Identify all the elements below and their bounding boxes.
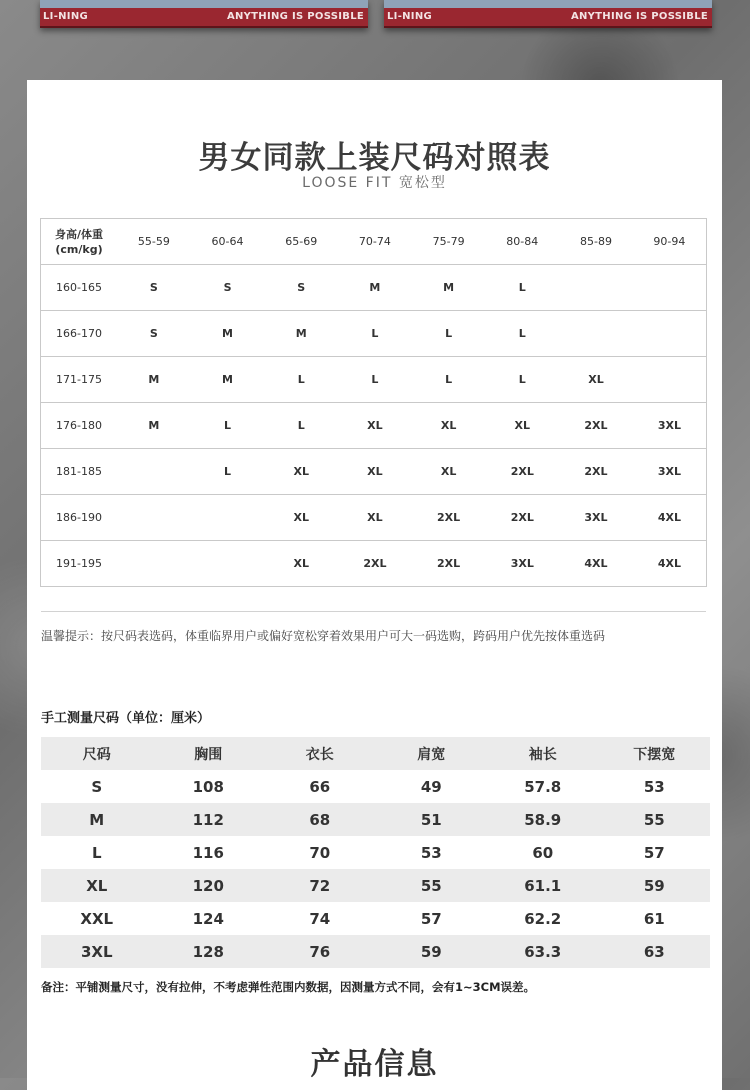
size-cell: XL — [338, 495, 412, 541]
product-image-edge — [40, 0, 368, 8]
height-range-cell: 176-180 — [41, 403, 118, 449]
size-cell: 3XL — [633, 403, 707, 449]
size-cell: 3XL — [559, 495, 633, 541]
size-cell: S — [264, 265, 338, 311]
product-image-banner-left[interactable] — [40, 0, 368, 28]
measurement-cell: 57 — [420, 909, 442, 928]
measurement-cell: M — [41, 803, 153, 836]
measurement-cell: 116 — [192, 843, 224, 862]
product-image-edge — [384, 0, 712, 8]
measurement-row — [41, 935, 710, 968]
slogan-label: ANYTHING IS POSSIBLE — [226, 11, 364, 22]
size-cell: L — [485, 311, 559, 357]
size-cell: M — [191, 311, 265, 357]
measurement-cell: 108 — [192, 777, 224, 796]
height-range-cell: 186-190 — [41, 495, 118, 541]
slogan-label: ANYTHING IS POSSIBLE — [570, 11, 708, 22]
size-cell: L — [412, 311, 486, 357]
size-cell: 3XL — [485, 541, 559, 587]
size-cell: 2XL — [559, 403, 633, 449]
table-header-row — [41, 219, 707, 265]
size-cell: M — [264, 311, 338, 357]
size-cell: XL — [264, 449, 338, 495]
size-cell: L — [338, 357, 412, 403]
table-row — [41, 495, 707, 541]
measurement-cell: 61.1 — [487, 869, 599, 902]
product-info-heading: 产品信息 — [310, 1047, 439, 1082]
measurement-cell: 74 — [309, 909, 331, 928]
measurement-header-cell: 下摆宽 — [599, 737, 711, 770]
measurement-cell: XL — [41, 869, 153, 902]
size-cell — [117, 449, 191, 495]
measurement-cell: 49 — [420, 777, 442, 796]
measurement-row — [41, 770, 710, 803]
weight-header: 65-69 — [264, 219, 338, 265]
size-cell: XL — [264, 541, 338, 587]
weight-header: 75-79 — [412, 219, 486, 265]
size-cell: S — [117, 311, 191, 357]
size-cell: 2XL — [559, 449, 633, 495]
measurement-cell: 63 — [599, 935, 711, 968]
size-cell: XL — [338, 449, 412, 495]
measurement-cell: 60 — [532, 843, 554, 862]
size-cell — [633, 311, 707, 357]
measurement-cell: 62.2 — [524, 909, 562, 928]
measurement-cell: 55 — [599, 803, 711, 836]
measurement-row — [41, 869, 710, 902]
product-image-banner-right[interactable] — [384, 0, 712, 28]
measurement-header-cell: 肩宽 — [376, 737, 488, 770]
size-cell: 4XL — [559, 541, 633, 587]
measurement-cell: 57 — [643, 843, 665, 862]
measurement-cell: 66 — [309, 777, 331, 796]
size-cell: 2XL — [485, 449, 559, 495]
measurement-header-cell: 胸围 — [153, 737, 265, 770]
brand-label: LI-NING — [43, 11, 89, 22]
measurement-cell: 70 — [309, 843, 331, 862]
weight-header: 60-64 — [191, 219, 265, 265]
table-row — [41, 449, 707, 495]
measurement-cell: 53 — [420, 843, 442, 862]
size-cell: XL — [485, 403, 559, 449]
size-tip-text: 温馨提示：按尺码表选码，体重临界用户或偏好宽松穿着效果用户可大一码选购，跨码用户优先按体重选码 — [41, 629, 606, 643]
table-row — [41, 541, 707, 587]
size-cell: L — [264, 357, 338, 403]
size-cell — [633, 265, 707, 311]
measurement-cell: 51 — [376, 803, 488, 836]
size-cell: XL — [412, 403, 486, 449]
size-cell: M — [117, 403, 191, 449]
measurement-cell: 68 — [264, 803, 376, 836]
size-cell: 3XL — [633, 449, 707, 495]
size-cell: M — [412, 265, 486, 311]
corner-label-line2: (cm/kg) — [55, 242, 103, 256]
measurement-cell: 128 — [153, 935, 265, 968]
weight-header: 80-84 — [485, 219, 559, 265]
measurement-header-cell: 袖长 — [487, 737, 599, 770]
measurement-cell: 120 — [153, 869, 265, 902]
measurement-cell: 61 — [643, 909, 665, 928]
table-row — [41, 265, 707, 311]
measurement-cell: 59 — [599, 869, 711, 902]
measurement-cell: 58.9 — [487, 803, 599, 836]
weight-header: 90-94 — [633, 219, 707, 265]
measurement-cell: 3XL — [41, 935, 153, 968]
measurement-cell: XXL — [80, 909, 114, 928]
size-guide-card — [27, 80, 722, 1090]
weight-header: 55-59 — [117, 219, 191, 265]
size-cell — [633, 357, 707, 403]
measurement-cell: L — [91, 843, 102, 862]
corner-header — [41, 219, 118, 265]
size-cell — [117, 541, 191, 587]
size-cell: M — [191, 357, 265, 403]
height-range-cell: 181-185 — [41, 449, 118, 495]
size-cell: 4XL — [633, 495, 707, 541]
corner-label-line1: 身高/体重 — [54, 227, 104, 241]
size-cell: XL — [412, 449, 486, 495]
size-cell — [559, 311, 633, 357]
size-cell: XL — [264, 495, 338, 541]
measurement-cell: 112 — [153, 803, 265, 836]
size-cell: S — [117, 265, 191, 311]
measurement-cell: 55 — [376, 869, 488, 902]
section-divider — [41, 611, 706, 612]
size-cell: L — [338, 311, 412, 357]
measurement-table — [41, 737, 710, 968]
measurement-header-cell: 衣长 — [264, 737, 376, 770]
size-cell: 4XL — [633, 541, 707, 587]
size-cell: XL — [338, 403, 412, 449]
height-range-cell: 171-175 — [41, 357, 118, 403]
weight-header: 70-74 — [338, 219, 412, 265]
size-cell: 2XL — [412, 541, 486, 587]
measurement-cell: 59 — [376, 935, 488, 968]
table-row — [41, 311, 707, 357]
measurement-header-cell: 尺码 — [41, 737, 153, 770]
size-cell: 2XL — [412, 495, 486, 541]
size-cell: 2XL — [485, 495, 559, 541]
size-cell — [191, 495, 265, 541]
size-chart-subtitle: LOOSE FIT 宽松型 — [302, 175, 447, 191]
measurement-row — [41, 803, 710, 836]
weight-header: 85-89 — [559, 219, 633, 265]
size-cell — [191, 541, 265, 587]
measurement-cell: 72 — [264, 869, 376, 902]
height-range-cell: 160-165 — [41, 265, 118, 311]
size-cell: L — [412, 357, 486, 403]
measurement-cell: S — [91, 777, 103, 796]
size-cell: L — [191, 403, 265, 449]
size-cell: M — [117, 357, 191, 403]
size-cell — [117, 495, 191, 541]
measurement-title: 手工测量尺码（单位：厘米） — [41, 711, 211, 726]
size-cell: 2XL — [338, 541, 412, 587]
size-cell: L — [191, 449, 265, 495]
size-cell: L — [485, 265, 559, 311]
measurement-note: 备注：平铺测量尺寸，没有拉伸，不考虑弹性范围内数据，因测量方式不同，会有1~3CM误差。 — [41, 980, 536, 994]
measurement-cell: 53 — [643, 777, 665, 796]
measurement-cell: 57.8 — [524, 777, 562, 796]
size-cell: M — [338, 265, 412, 311]
measurement-cell: 124 — [192, 909, 224, 928]
measurement-row — [41, 836, 710, 869]
measurement-cell: 76 — [264, 935, 376, 968]
size-chart-title: 男女同款上装尺码对照表 — [198, 140, 551, 176]
size-cell: L — [485, 357, 559, 403]
size-cell: S — [191, 265, 265, 311]
measurement-cell: 63.3 — [487, 935, 599, 968]
measurement-row — [41, 902, 710, 935]
table-row — [41, 357, 707, 403]
size-fit-table — [40, 218, 707, 587]
size-cell — [559, 265, 633, 311]
height-range-cell: 191-195 — [41, 541, 118, 587]
size-cell: L — [264, 403, 338, 449]
brand-label: LI-NING — [387, 11, 433, 22]
table-row — [41, 403, 707, 449]
height-range-cell: 166-170 — [41, 311, 118, 357]
size-cell: XL — [559, 357, 633, 403]
measurement-header-row — [41, 737, 710, 770]
